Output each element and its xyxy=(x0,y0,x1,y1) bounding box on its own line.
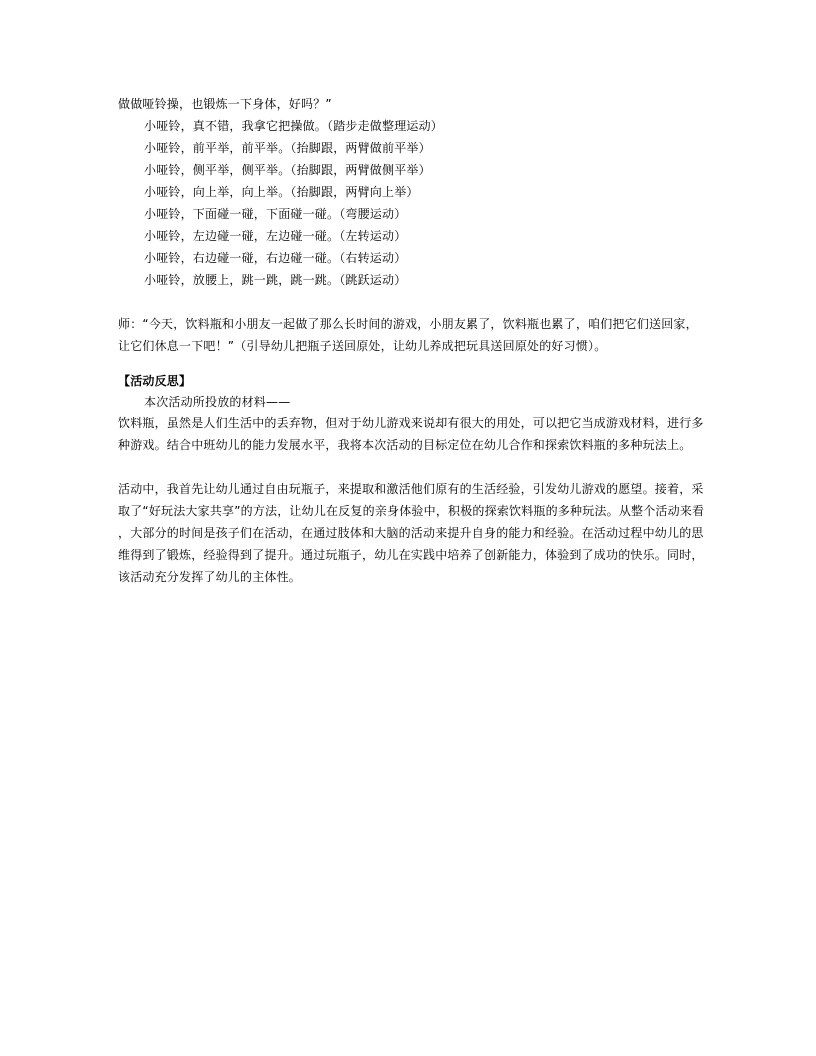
materials-line: 本次活动所投放的材料—— xyxy=(144,395,291,409)
reflection-heading: 【活动反思】 xyxy=(118,374,192,388)
exercise-line: 小哑铃，右边碰一碰，右边碰一碰。（右转运动） xyxy=(144,251,407,265)
reflection-paragraph-line: 活动中，我首先让幼儿通过自由玩瓶子，来提取和激活他们原有的生活经验，引发幼儿游戏的愿望。接着，采 xyxy=(118,482,704,496)
exercise-line: 小哑铃，向上举，向上举。（抬脚跟，两臂向上举） xyxy=(144,185,419,199)
reflection-paragraph-line: ，大部分的时间是孩子们在活动，在通过肢体和大脑的活动来提升自身的能力和经验。在活动过程中幼儿的思 xyxy=(118,526,704,540)
exercise-line: 小哑铃，放腰上，跳一跳，跳一跳。（跳跃运动） xyxy=(144,273,407,287)
reflection-paragraph-line: 维得到了锻炼，经验得到了提升。通过玩瓶子，幼儿在实践中培养了创新能力，体验到了成功的快乐。同时， xyxy=(118,548,704,562)
reflection-paragraph-line: 饮料瓶，虽然是人们生活中的丢弃物，但对于幼儿游戏来说却有很大的用处，可以把它当成游戏材料，进行多 xyxy=(118,416,704,430)
exercise-line: 小哑铃，真不错，我拿它把操做。（踏步走做整理运动） xyxy=(144,119,444,133)
reflection-paragraph-line: 种游戏。结合中班幼儿的能力发展水平，我将本次活动的目标定位在幼儿合作和探索饮料瓶的多种玩法上。 xyxy=(118,438,692,452)
exercise-line: 小哑铃，侧平举，侧平举。（抬脚跟，两臂做侧平举） xyxy=(144,163,431,177)
intro-line: 做做哑铃操，也锻炼一下身体，好吗？” xyxy=(118,97,332,111)
exercise-line: 小哑铃，左边碰一碰，左边碰一碰。（左转运动） xyxy=(144,229,407,243)
teacher-paragraph-line: 让它们休息一下吧！”（引导幼儿把瓶子送回原处，让幼儿养成把玩具送回原处的好习惯）。 xyxy=(118,339,607,353)
reflection-paragraph-line: 该活动充分发挥了幼儿的主体性。 xyxy=(118,570,302,584)
teacher-paragraph-line: 师：“今天，饮料瓶和小朋友一起做了那么长时间的游戏，小朋友累了，饮料瓶也累了，咱们把它们送回家， xyxy=(118,317,698,331)
exercise-line: 小哑铃，前平举，前平举。（抬脚跟，两臂做前平举） xyxy=(144,141,431,155)
exercise-line: 小哑铃，下面碰一碰，下面碰一碰。（弯腰运动） xyxy=(144,207,407,221)
reflection-paragraph-line: 取了“好玩法大家共享”的方法，让幼儿在反复的亲身体验中，积极的探索饮料瓶的多种玩法。从整个活动来看 xyxy=(118,504,705,518)
